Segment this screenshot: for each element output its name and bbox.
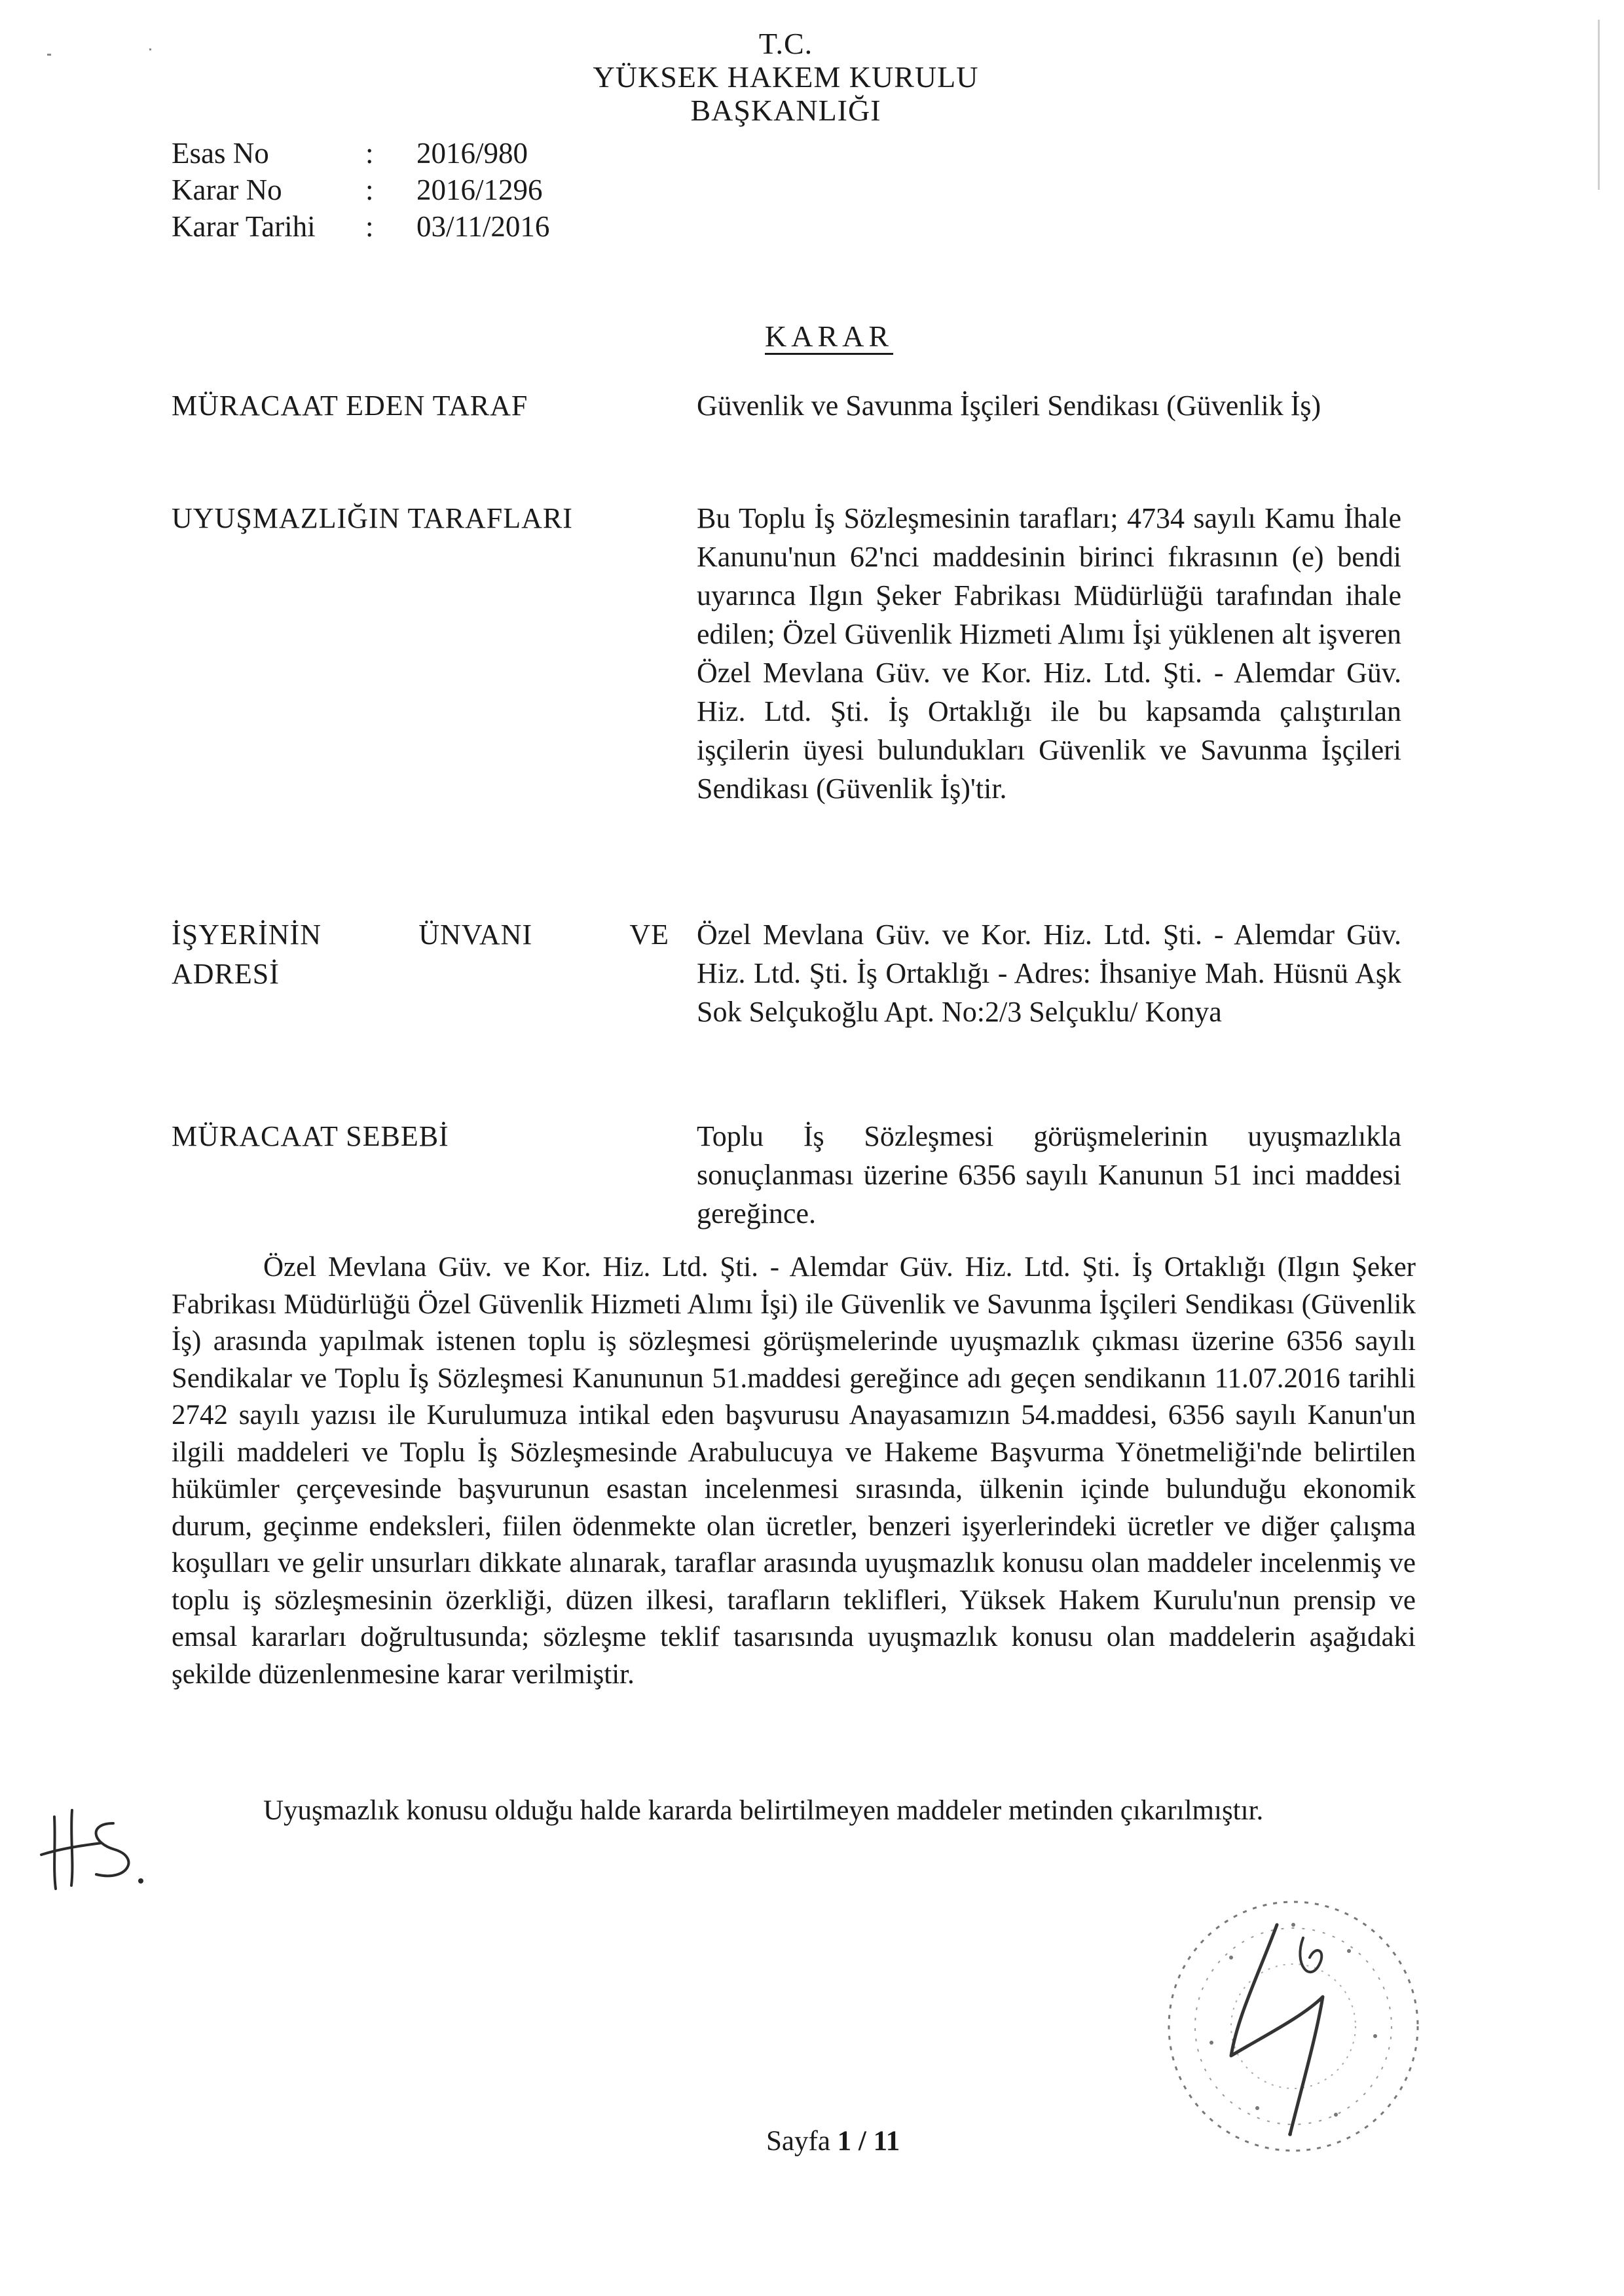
meta-label: Karar No [172, 173, 282, 206]
text-reason: Toplu İş Sözleşmesi görüşmelerinin uyuşmazlıkla sonuçlanması üzerine 6356 sayılı Kanunun 51 inci maddesi gereğince. [697, 1120, 1401, 1230]
page-number [766, 2125, 900, 2157]
meta-colon: : [365, 210, 374, 243]
meta-value-esas: 2016/980 [416, 137, 528, 170]
text-workplace: Özel Mevlana Güv. ve Kor. Hiz. Ltd. Şti. - Alemdar Güv. Hiz. Ltd. Şti. İş Ortaklığı - Adres: İhsaniye Mah. Hüsnü Aşk Sok Selçukoğlu Apt. No:2/3 Selçuklu/ Konya [697, 919, 1401, 1028]
meta-colon: : [365, 173, 374, 206]
header-institution: YÜKSEK HAKEM KURULU [593, 60, 979, 94]
body-paragraph-2: Uyuşmazlık konusu olduğu halde kararda belirtilmeyen maddeler metinden çıkarılmıştır. [263, 1795, 1264, 1826]
meta-colon: : [365, 137, 374, 170]
header-presidency: BAŞKANLIĞI [690, 94, 881, 127]
official-seal-stamp-icon [1153, 1886, 1434, 2174]
meta-value-date: 03/11/2016 [416, 210, 550, 243]
scan-edge-mark [1598, 20, 1600, 190]
body-paragraph-1: Özel Mevlana Güv. ve Kor. Hiz. Ltd. Şti. - Alemdar Güv. Hiz. Ltd. Şti. İş Ortaklığı (Ilgın Şeker Fabrikası Müdürlüğü Özel Güvenlik Hizmeti Alımı İşi) ile Güvenlik ve Savunma İşçileri Sendikası (Güvenlik İş) arasında yapılmak istenen toplu iş sözleşmesi görüşmelerinde uyuşmazlık çıkması üzerine 6356 sayılı Sendikalar ve Toplu İş Sözleşmesi Kanununun 51.maddesi gereğince adı geçen sendikanın 11.07.2016 tarihli 2742 sayılı yazısı ile Kurulumuza intikal eden başvurusu Anayasamızın 54.maddesi, 6356 sayılı Kanun'un ilgili maddeleri ve Toplu İş Sözleşmesinde Arabulucuya ve Hakeme Başvurma Yönetmeliği'nde belirtilen hükümler çerçevesinde başvurunun esastan incelenmesi sırasında, ülkenin içinde bulunduğu ekonomik durum, geçinme endeksleri, fiilen ödenmekte olan ücretler, benzeri işyerlerindeki ücretler ve diğer çalışma koşulları ve gelir unsurları dikkate alınarak, taraflar arasında uyuşmazlık konusu olan maddeler incelenmiş ve toplu iş sözleşmesinin özerkliği, düzen ilkesi, tarafların teklifleri, Yüksek Hakem Kurulu'nun prensip ve emsal kararları doğrultusunda; sözleşme teklif tasarısında uyuşmazlık konusu olan maddelerin aşağıdaki şekilde düzenlenmesine karar verilmiştir. [172, 1252, 1416, 1690]
label-workplace [172, 915, 669, 994]
meta-label: Karar Tarihi [172, 210, 316, 243]
page-separator: / [858, 2126, 866, 2157]
label-workplace-word: İŞYERİNİN [172, 919, 322, 951]
text-applicant: Güvenlik ve Savunma İşçileri Sendikası (Güvenlik İş) [697, 390, 1321, 422]
page-current: 1 [837, 2126, 852, 2157]
label-workplace-word: VE [629, 919, 669, 951]
meta-label: Esas No [172, 137, 269, 170]
text-parties: Bu Toplu İş Sözleşmesinin tarafları; 4734 sayılı Kamu İhale Kanunu'nun 62'nci maddesinin birinci fıkrasının (e) bendi uyarınca Ilgın Şeker Fabrikası Müdürlüğü tarafından ihale edilen; Özel Güvenlik Hizmeti Alımı İşi yüklenen alt işveren Özel Mevlana Güv. ve Kor. Hiz. Ltd. Şti. - Alemdar Güv. Hiz. Ltd. Şti. İş Ortaklığı ile bu kapsamda çalıştırılan işçilerin üyesi bulundukları Güvenlik ve Savunma İşçileri Sendikası (Güvenlik İş)'tir. [697, 502, 1401, 805]
page-total: 11 [873, 2126, 900, 2157]
document-title: KARAR [765, 319, 894, 353]
label-workplace-word: ÜNVANI [418, 919, 533, 951]
label-applicant: MÜRACAAT EDEN TARAF [172, 390, 528, 422]
handwritten-initials-icon [36, 1797, 154, 1895]
label-workplace-line2: ADRESİ [172, 958, 280, 990]
meta-value-karar: 2016/1296 [416, 173, 543, 206]
page-prefix: Sayfa [766, 2126, 830, 2157]
label-parties: UYUŞMAZLIĞIN TARAFLARI [172, 502, 573, 534]
label-reason: MÜRACAAT SEBEBİ [172, 1120, 449, 1152]
header-tc: T.C. [758, 27, 813, 60]
